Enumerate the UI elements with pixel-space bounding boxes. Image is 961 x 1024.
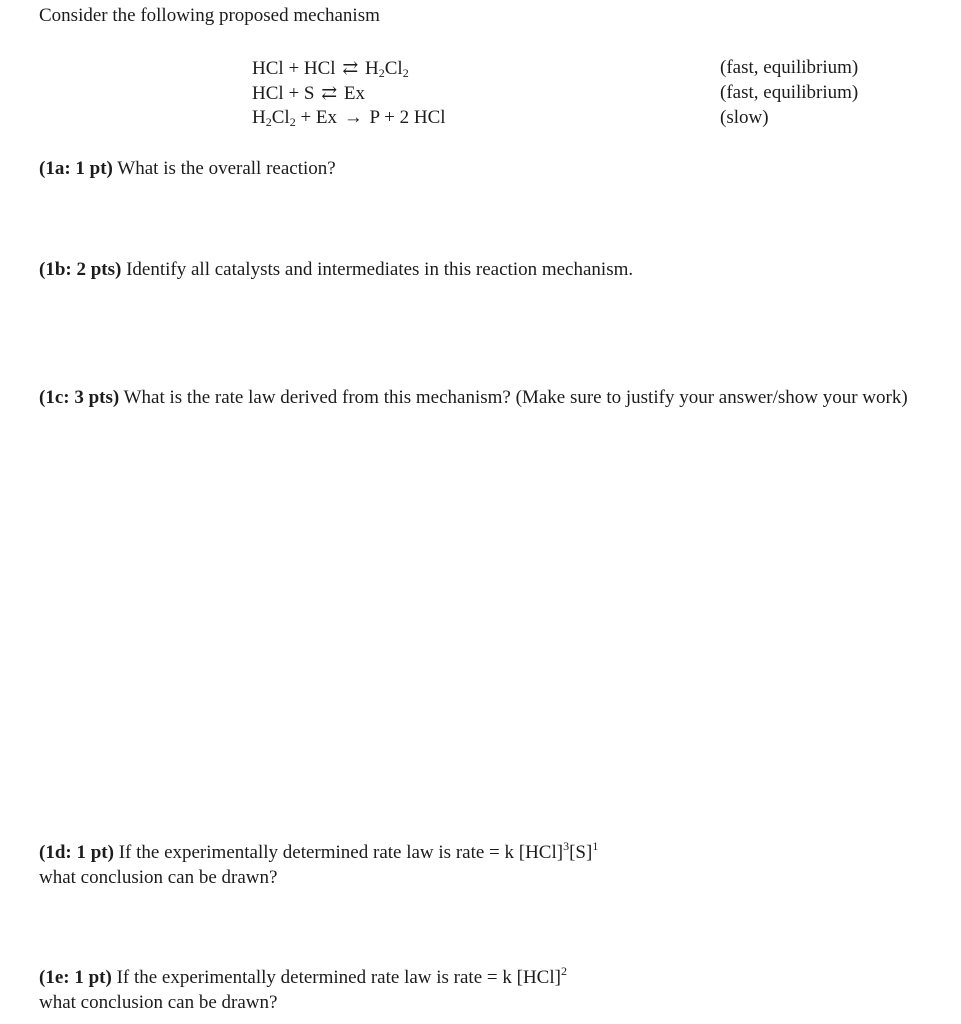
- question-line-1: [39, 965, 567, 990]
- condition-step-3: (slow): [720, 107, 769, 128]
- question-label: (1b: 2 pts): [39, 259, 122, 280]
- subscript: 2: [402, 66, 409, 80]
- question-text: What is the rate law derived from this mechanism? (Make sure to justify your answer/show your work): [119, 387, 908, 408]
- mechanism-step-1: [252, 57, 409, 80]
- reactant-element: Cl: [271, 107, 290, 128]
- question-text: If the experimentally determined rate law is rate = k [HCl]: [113, 842, 564, 863]
- question-1b: [39, 259, 633, 281]
- question-text: What is the overall reaction?: [112, 158, 336, 179]
- plus-sign: +: [283, 83, 304, 104]
- reactant: HCl: [303, 58, 336, 79]
- reactant-element: H: [252, 107, 266, 128]
- question-text: [S]: [569, 842, 593, 863]
- question-label: (1d: 1 pt): [39, 842, 114, 863]
- question-1c: [39, 385, 944, 410]
- product: Ex: [343, 83, 366, 104]
- product-element: H: [365, 58, 379, 79]
- question-label: (1a: 1 pt): [39, 158, 113, 179]
- question-label: (1e: 1 pt): [39, 967, 112, 988]
- exponent: 1: [592, 839, 599, 853]
- question-1a: [39, 158, 336, 180]
- exponent: 2: [560, 964, 567, 978]
- reactant: HCl: [252, 83, 284, 104]
- condition-step-2: (fast, equilibrium): [720, 82, 859, 103]
- mechanism-step-2: [252, 82, 365, 105]
- question-line-2: what conclusion can be drawn?: [39, 992, 278, 1013]
- question-1e: [39, 965, 567, 1015]
- question-1d: [39, 840, 598, 890]
- forward-arrow: →: [343, 107, 363, 128]
- question-line-2: what conclusion can be drawn?: [39, 867, 278, 888]
- reactant: HCl: [252, 58, 284, 79]
- reactant: + Ex: [295, 107, 338, 128]
- question-text: Identify all catalysts and intermediates in this reaction mechanism.: [121, 259, 634, 280]
- plus-sign: +: [283, 58, 304, 79]
- subscript: 2: [378, 66, 385, 80]
- equilibrium-arrow: ⇄: [342, 58, 359, 79]
- subscript: 2: [265, 115, 272, 129]
- question-label: (1c: 3 pts): [39, 387, 120, 408]
- question-line-1: [39, 840, 598, 865]
- question-text: If the experimentally determined rate law is rate = k [HCl]: [111, 967, 561, 988]
- product-element: Cl: [384, 58, 403, 79]
- subscript: 2: [289, 115, 296, 129]
- product: P + 2 HCl: [369, 107, 446, 128]
- intro-text: Consider the following proposed mechanism: [39, 5, 380, 26]
- condition-step-1: (fast, equilibrium): [720, 57, 859, 78]
- reactant: S: [303, 83, 315, 104]
- mechanism-step-3: [252, 107, 446, 129]
- equilibrium-arrow: ⇄: [321, 83, 338, 104]
- exponent: 3: [563, 839, 570, 853]
